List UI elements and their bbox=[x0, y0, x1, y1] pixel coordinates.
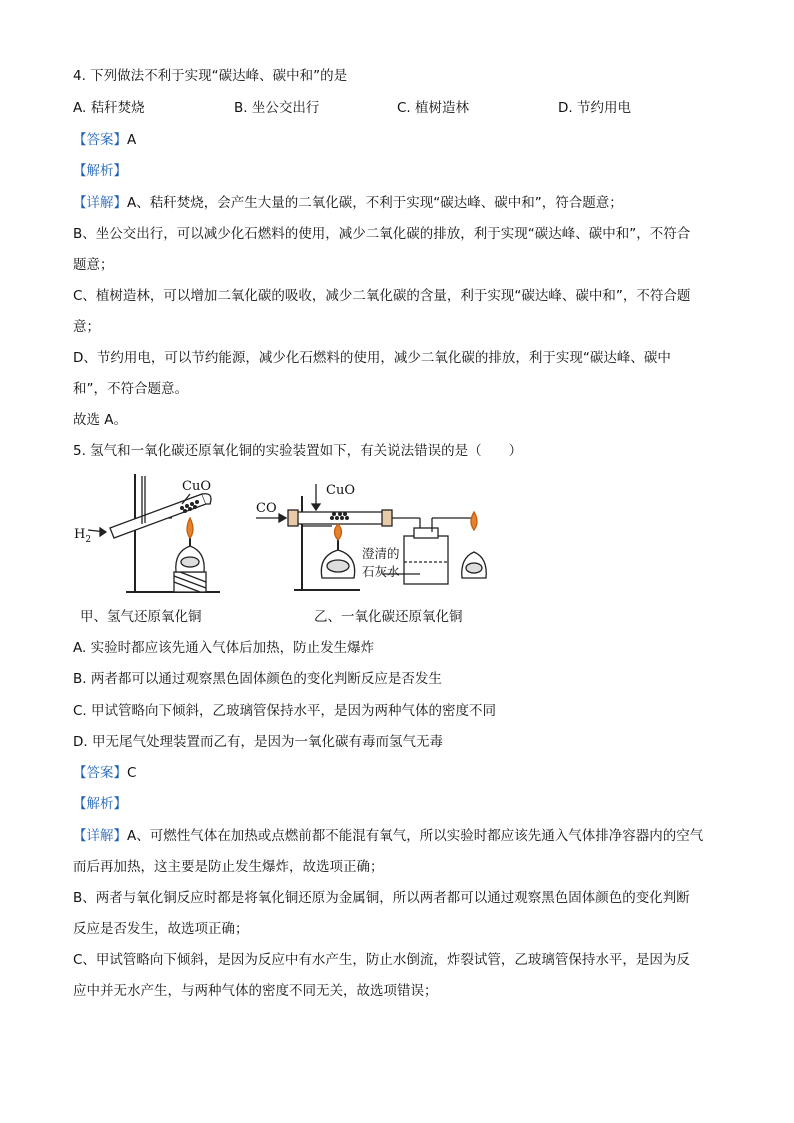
q4-answer-label: 【答案】 bbox=[73, 132, 127, 148]
q5-option-a: A. 实验时都应该先通入气体后加热，防止发生爆炸 bbox=[73, 640, 375, 656]
q4-option-b: B. 坐公交出行 bbox=[234, 100, 320, 116]
q4-option-a: A. 秸秆焚烧 bbox=[73, 100, 145, 116]
q5-detail-c1: C、甲试管略向下倾斜，是因为反应中有水产生，防止水倒流，炸裂试管，乙玻璃管保持水平，是因为反 bbox=[73, 952, 690, 968]
label-h2-sub: 2 bbox=[85, 535, 92, 545]
q5-detail-c2: 应中并无水产生，与两种气体的密度不同无关，故选项错误； bbox=[73, 983, 438, 999]
q5-stem: 5. 氢气和一氧化碳还原氧化铜的实验装置如下，有关说法错误的是（ ） bbox=[73, 443, 523, 459]
figure-caption-right: 乙、一氧化碳还原氧化铜 bbox=[314, 609, 463, 625]
q5-detail-b1: B、两者与氧化铜反应时都是将氧化铜还原为金属铜，所以两者都可以通过观察黑色固体颜色的变化判断 bbox=[73, 890, 690, 906]
q5-answer-value: C bbox=[127, 765, 137, 781]
label-co: CO bbox=[256, 501, 277, 516]
q4-conclusion: 故选 A。 bbox=[73, 412, 128, 428]
q4-analysis-tag: 【解析】 bbox=[73, 163, 127, 179]
q4-answer-value: A bbox=[127, 132, 137, 148]
q4-detail-a bbox=[73, 193, 723, 213]
q5-option-c: C. 甲试管略向下倾斜，乙玻璃管保持水平，是因为两种气体的密度不同 bbox=[73, 703, 497, 719]
q4-detail-d2: 和”，不符合题意。 bbox=[73, 381, 188, 397]
label-h2-main: H bbox=[74, 527, 86, 542]
q4-answer-line bbox=[73, 130, 723, 150]
q5-detail-a2: 而后再加热，这主要是防止发生爆炸，故选项正确； bbox=[73, 859, 384, 875]
label-limewater-2: 石灰水 bbox=[362, 564, 400, 579]
figure-caption-left: 甲、氢气还原氧化铜 bbox=[80, 609, 202, 625]
q4-stem: 4. 下列做法不利于实现“碳达峰、碳中和”的是 bbox=[73, 68, 348, 84]
q4-detail-d1: D、节约用电，可以节约能源，减少化石燃料的使用，减少二氧化碳的排放，利于实现“碳达峰、碳中 bbox=[73, 350, 671, 366]
q4-detail-tag: 【详解】 bbox=[73, 195, 127, 211]
q5-detail-tag: 【详解】 bbox=[73, 828, 127, 844]
q4-analysis-label bbox=[73, 161, 723, 181]
q4-detail-c1: C、植树造林，可以增加二氧化碳的吸收，减少二氧化碳的含量，利于实现“碳达峰、碳中和”，不符合题 bbox=[73, 288, 691, 304]
q5-option-b: B. 两者都可以通过观察黑色固体颜色的变化判断反应是否发生 bbox=[73, 671, 442, 687]
q5-detail-b2: 反应是否发生，故选项正确； bbox=[73, 921, 249, 937]
q5-analysis-label bbox=[73, 794, 723, 814]
q5-detail-a1 bbox=[73, 826, 723, 846]
label-cuo-left: CuO bbox=[182, 479, 211, 494]
q4-detail-c2: 意； bbox=[73, 319, 100, 335]
q5-answer-label: 【答案】 bbox=[73, 765, 127, 781]
label-cuo-right: CuO bbox=[326, 483, 355, 498]
q5-answer-line bbox=[73, 763, 723, 783]
q4-detail-b2: 题意； bbox=[73, 257, 114, 273]
label-limewater-1: 澄清的 bbox=[362, 546, 400, 561]
q4-detail-a-text: A、秸秆焚烧，会产生大量的二氧化碳，不利于实现“碳达峰、碳中和”，符合题意； bbox=[127, 195, 623, 211]
q5-analysis-tag: 【解析】 bbox=[73, 796, 127, 812]
q4-option-c: C. 植树造林 bbox=[397, 100, 470, 116]
q5-detail-a1-text: A、可燃性气体在加热或点燃前都不能混有氧气，所以实验时都应该先通入气体排净容器内的空气 bbox=[127, 828, 704, 844]
q4-option-d: D. 节约用电 bbox=[558, 100, 631, 116]
q5-option-d: D. 甲无尾气处理装置而乙有，是因为一氧化碳有毒而氢气无毒 bbox=[73, 734, 443, 750]
q4-detail-b1: B、坐公交出行，可以减少化石燃料的使用，减少二氧化碳的排放，利于实现“碳达峰、碳中和”，不符合 bbox=[73, 226, 691, 242]
